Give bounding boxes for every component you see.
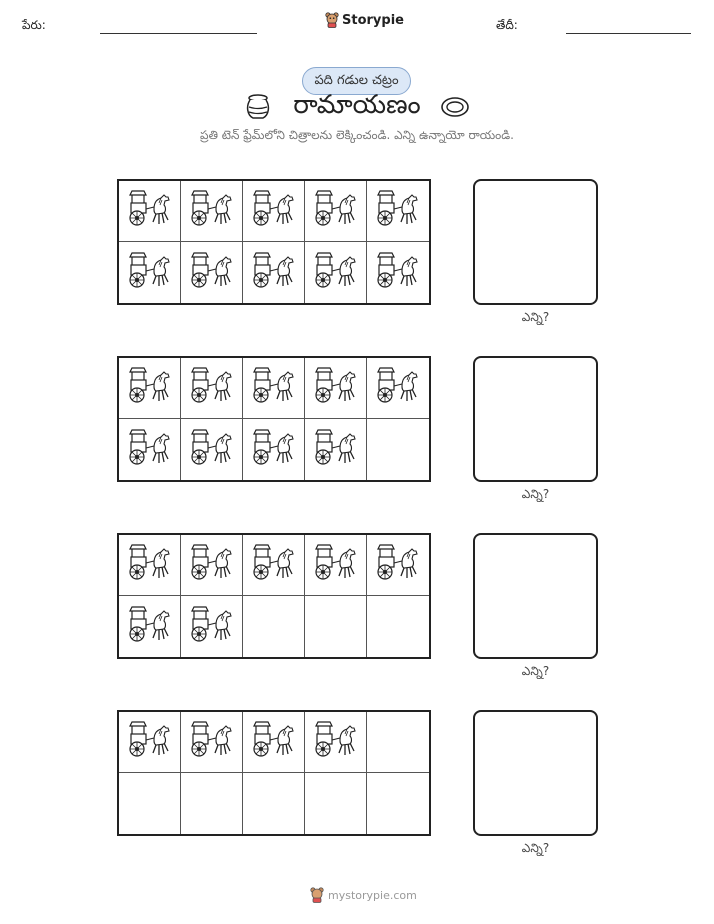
frame-cell (305, 596, 367, 657)
horse-chariot-icon (314, 189, 358, 233)
worksheet-type-badge: పది గడుల చట్రం (302, 67, 411, 95)
horse-chariot-icon (314, 428, 358, 472)
horse-chariot-icon (190, 251, 234, 295)
answer-prompt: ఎన్ని? (521, 310, 550, 324)
answer-prompt: ఎన్ని? (521, 841, 550, 855)
frame-cell (305, 773, 367, 834)
frame-cell (367, 358, 429, 419)
frame-cell (181, 535, 243, 596)
horse-chariot-icon (190, 189, 234, 233)
worksheet-title: రామాయణం (293, 90, 421, 120)
ten-frame (117, 179, 431, 305)
footer (310, 887, 417, 903)
frame-cell (181, 712, 243, 773)
date-label: తేదీ: (496, 18, 518, 32)
frame-cell (305, 535, 367, 596)
frame-cell (243, 712, 305, 773)
frame-cell (243, 419, 305, 480)
frame-cell (367, 596, 429, 657)
horse-chariot-icon (128, 428, 172, 472)
horse-chariot-icon (128, 366, 172, 410)
brand-name: Storypie (342, 12, 404, 28)
frame-cell (181, 181, 243, 242)
horse-chariot-icon (376, 251, 420, 295)
frame-cell (181, 419, 243, 480)
frame-cell (367, 242, 429, 303)
frame-cell (305, 181, 367, 242)
frame-cell (367, 181, 429, 242)
horse-chariot-icon (128, 189, 172, 233)
horse-chariot-icon (128, 605, 172, 649)
ring-icon (440, 95, 470, 119)
frame-cell (305, 358, 367, 419)
storypie-logo (325, 12, 404, 28)
answer-box[interactable] (473, 356, 598, 482)
frame-cell (243, 181, 305, 242)
frame-cell (119, 773, 181, 834)
frame-cell (367, 419, 429, 480)
horse-chariot-icon (314, 543, 358, 587)
horse-chariot-icon (376, 189, 420, 233)
horse-chariot-icon (314, 251, 358, 295)
frame-cell (119, 712, 181, 773)
horse-chariot-icon (252, 366, 296, 410)
horse-chariot-icon (190, 605, 234, 649)
frame-cell (305, 242, 367, 303)
answer-prompt: ఎన్ని? (521, 487, 550, 501)
frame-cell (119, 181, 181, 242)
horse-chariot-icon (376, 543, 420, 587)
instructions: ప్రతి టెన్ ఫ్రేమ్‌లోని చిత్రాలను లెక్కించండి. ఎన్ని ఉన్నాయో రాయండి. (200, 128, 514, 142)
name-label: పేరు: (22, 18, 46, 32)
name-line[interactable] (100, 33, 257, 34)
horse-chariot-icon (190, 543, 234, 587)
answer-box[interactable] (473, 179, 598, 305)
horse-chariot-icon (376, 366, 420, 410)
frame-cell (367, 773, 429, 834)
frame-cell (305, 419, 367, 480)
frame-cell (181, 358, 243, 419)
frame-cell (305, 712, 367, 773)
ten-frame (117, 533, 431, 659)
horse-chariot-icon (314, 720, 358, 764)
frame-cell (367, 712, 429, 773)
date-line[interactable] (566, 33, 691, 34)
horse-chariot-icon (314, 366, 358, 410)
horse-chariot-icon (190, 720, 234, 764)
frame-cell (243, 358, 305, 419)
bear-mascot-icon (325, 12, 339, 28)
ten-frame (117, 710, 431, 836)
horse-chariot-icon (252, 428, 296, 472)
frame-cell (243, 773, 305, 834)
frame-cell (119, 242, 181, 303)
ten-frame (117, 356, 431, 482)
bear-mascot-icon (310, 887, 324, 903)
frame-cell (119, 596, 181, 657)
horse-chariot-icon (128, 251, 172, 295)
frame-cell (243, 596, 305, 657)
footer-url[interactable]: mystorypie.com (328, 888, 417, 902)
horse-chariot-icon (128, 543, 172, 587)
horse-chariot-icon (190, 428, 234, 472)
horse-chariot-icon (128, 720, 172, 764)
answer-box[interactable] (473, 710, 598, 836)
frame-cell (181, 596, 243, 657)
frame-cell (181, 242, 243, 303)
answer-box[interactable] (473, 533, 598, 659)
horse-chariot-icon (252, 189, 296, 233)
frame-cell (119, 419, 181, 480)
frame-cell (243, 242, 305, 303)
frame-cell (243, 535, 305, 596)
frame-cell (181, 773, 243, 834)
horse-chariot-icon (252, 543, 296, 587)
frame-cell (367, 535, 429, 596)
frame-cell (119, 358, 181, 419)
frame-cell (119, 535, 181, 596)
answer-prompt: ఎన్ని? (521, 664, 550, 678)
horse-chariot-icon (190, 366, 234, 410)
horse-chariot-icon (252, 251, 296, 295)
horse-chariot-icon (252, 720, 296, 764)
